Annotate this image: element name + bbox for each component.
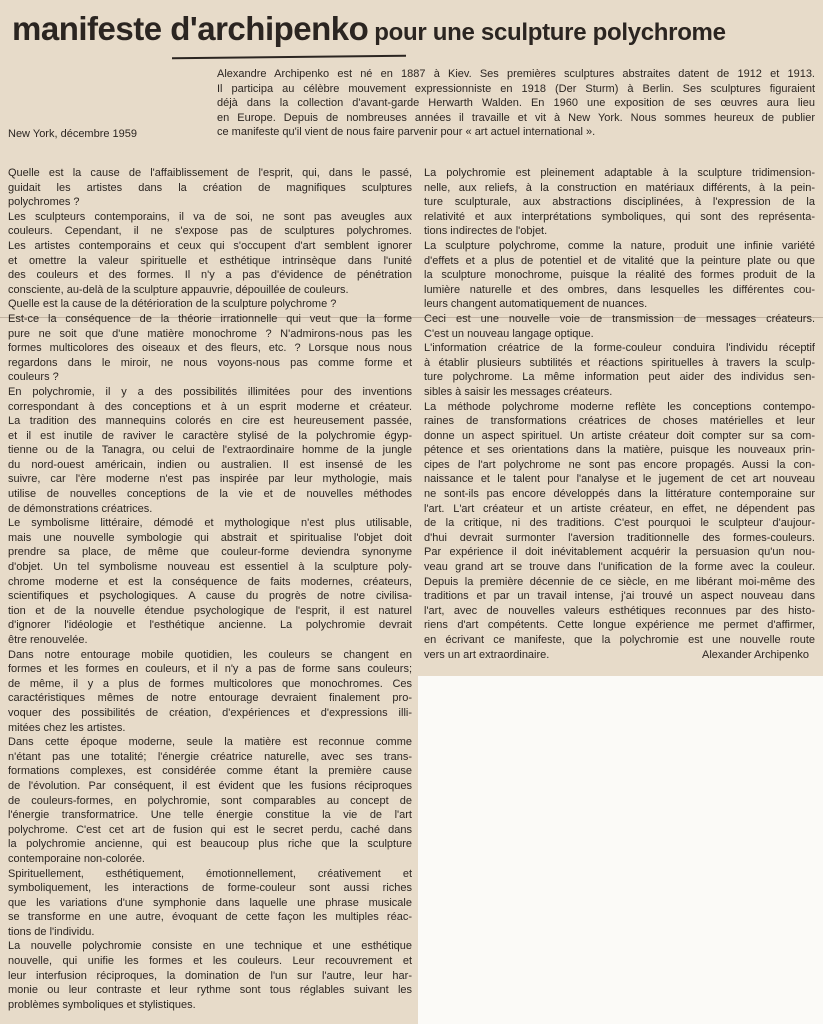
text-line: Ceci est une nouvelle voie de transmission de messages créateurs. [424, 312, 815, 325]
text-line: Spirituellement, esthétiquement, émotionnellement, créativement et [8, 867, 412, 880]
text-line: Quelle est la cause de la détérioration de la sculpture polychrome ? [8, 298, 337, 311]
text-line: ture sculpturale, aux abstractions disciplinées, à l'expression de la [424, 196, 815, 209]
paragraph [424, 239, 815, 312]
text-line: scientifiques et psychologiques. A cause du progrès de notre civilisa- [8, 590, 412, 603]
text-line: de démonstrations créatrices. [8, 502, 153, 515]
text-line: symboliquement, les interactions de forme-couleur sont aussi riches [8, 882, 412, 895]
title-main: manifeste d'archipenko [12, 10, 369, 47]
text-line: voquer des possibilités de création, d'expériences et d'expressions illi- [8, 706, 412, 719]
text-line: Par expérience il doit inévitablement acquérir la persuasion qu'un nou- [424, 546, 815, 559]
text-line: tions de l'individu. [8, 925, 95, 938]
text-line: En polychromie, il y a des possibilités illimitées pour des inventions [8, 385, 412, 398]
text-line: chrome moderne et est la conséquence de faits modernes, créateurs, [8, 575, 412, 588]
closing-text: vers un art extraordinaire. [424, 648, 550, 661]
text-line: consciente, au-delà de la sculpture appauvrie, dépouillée de couleurs. [8, 283, 349, 296]
text-line: n'étant pas une totalité; l'énergie créatrice naturelle, avec ses trans- [8, 750, 412, 763]
text-line: relativité et aux interprétations symboliques, qui sont des représenta- [424, 210, 815, 223]
text-line: de l'évolution. Par conséquent, il est évident que les fusions réciproques [8, 779, 412, 792]
author-signature: Alexander Archipenko [701, 648, 809, 661]
paragraph [8, 648, 412, 736]
text-line: d'objet. Un tel symbolisme nouveau est essentiel à la sculpture poly- [8, 561, 412, 574]
text-line: C'est un nouveau langage optique. [424, 327, 594, 340]
text-line: riens d'art compétents. Cette longue expérience me permet d'affirmer, [424, 619, 815, 632]
text-line: Il participa au célèbre mouvement expressionniste en 1918 (Der Sturm) à Berlin. Ses sculptures figuraient [217, 82, 815, 95]
text-line: formes multicolores des oiseaux et des fleurs, etc. ? Lorsque nous nous [8, 342, 412, 355]
text-line: La nouvelle polychromie consiste en une technique et une esthétique [8, 940, 412, 953]
paragraph [424, 166, 815, 239]
text-line: ne sont-ils pas encore développés dans la littérature contemporaine sur [424, 488, 815, 501]
text-line: couleurs. Cependant, il ne s'expose pas de sculptures polychromes. [8, 225, 412, 238]
text-line: être renouvelée. [8, 634, 88, 646]
text-line: pétence et ses orientations dans la matière, puisque les nouveaux prin- [424, 444, 815, 457]
text-line: formations complexes, est considérée comme étant la première cause [8, 765, 412, 778]
text-line: pure ne soit que d'une matière monochrome ? N'admirons-nous pas les [8, 327, 412, 340]
paragraph [8, 867, 412, 940]
text-line: problèmes symboliques et stylistiques. [8, 998, 196, 1011]
text-line: de couleurs-formes, en polychromie, sont comparables au concept de [8, 794, 412, 807]
text-line: naissance et le talent pour l'analyse et le jugement de cet art nouveau [424, 473, 815, 486]
text-line: ture polychrome. La même information peut aider des individus sen- [424, 371, 815, 384]
text-line: monie ou leur contraste et leur rythme sont tous réglables suivant les [8, 984, 412, 997]
text-line: raines de transformations créatrices de choses matérielles et leur [424, 415, 815, 428]
text-line: la sculpture monochrome, puisque la réalité des formes produit de la [424, 269, 815, 282]
text-line: l'art. L'art créateur et un artiste créateur, en effet, ne dépendent pas [424, 502, 815, 515]
text-line: que les variations d'une symphonie dans laquelle une phrase musicale [8, 896, 412, 909]
text-line: nelle, aux reliefs, à la construction en matériaux différents, à la pein- [424, 181, 815, 194]
text-line: suivre, car l'ère moderne n'est pas inspirée par leur mythologie, mais [8, 473, 412, 486]
text-line: tion et de la nouvelle étendue psychologique de l'esprit, il est naturel [8, 604, 412, 617]
text-line: guidait les artistes dans la création de magnifiques sculptures [8, 181, 412, 194]
text-line: Les artistes contemporains et ceux qui s'occupent d'art semblent ignorer [8, 239, 412, 252]
text-line: formes et les formes en couleurs, et il n'y a pas de forme sans couleurs; [8, 663, 412, 676]
paragraph [8, 939, 412, 1012]
text-line: mais une nouvelle symbologie qui abstrait et spiritualise l'objet doit [8, 531, 412, 544]
text-line: regardons dans le miroir, ne nous voyons-nous pas comme forme et [8, 356, 412, 369]
paragraph [8, 312, 412, 385]
text-line: et il est inutile de raviver le caractère stylisé de la polychromie égyp- [8, 429, 412, 442]
text-line: des couleurs et des formes. Il n'y a pas d'évidence de pénétration [8, 269, 412, 282]
text-line: tienne ou de la Tanagra, ou celui de l'extraordinaire homme de la jungle [8, 444, 412, 457]
text-line: Le symbolisme littéraire, démodé et mythologique n'est plus utilisable, [8, 517, 412, 530]
text-line: lumière naturelle et des ombres, dans lesquelles les différentes cou- [424, 283, 815, 296]
text-line: d'hui devrait surmonter l'aversion traditionnelle des formes-couleurs. [424, 531, 815, 544]
text-line: correspondant à des conceptions et à un esprit moderne et créateur. [8, 400, 412, 413]
paragraph [8, 210, 412, 298]
text-line: traditions et par un travail intense, j'ai trouvé un aspect nouveau dans [424, 590, 815, 603]
text-line: couleurs ? [8, 371, 59, 384]
text-line: de la critique, ni des traditions. C'est pourquoi le sculpteur d'aujour- [424, 517, 815, 530]
blank-area [418, 676, 823, 1024]
left-column [8, 166, 412, 1012]
paragraph [8, 297, 412, 312]
text-line: leur interfusion réciproques, la domination de l'un sur l'autre, leur har- [8, 969, 412, 982]
text-line: nouvelle, qui unifie les formes et les couleurs. Leur recouvrement et [8, 955, 412, 968]
dateline: New York, décembre 1959 [8, 128, 138, 140]
text-line: Alexandre Archipenko est né en 1887 à Kiev. Ses premières sculptures abstraites datent de 1912 et 1913. [217, 68, 815, 80]
text-line: se transforme en une autre, évoquant de cette façon les multiples réac- [8, 911, 412, 924]
text-line: La polychromie est pleinement adaptable à la sculpture tridimension- [424, 167, 815, 179]
page-title [12, 10, 726, 48]
text-line: l'énergie transformatrice. Une telle énergie constitue la vie de l'art [8, 809, 412, 822]
text-line: Depuis la première décennie de ce siècle, en me libérant moi-même des [424, 575, 815, 588]
text-line: Est-ce la conséquence de la théorie irrationnelle qui veut que la forme [8, 312, 412, 325]
paragraph [424, 312, 815, 341]
closing-line [424, 648, 815, 663]
text-line: sibles à saisir les messages créateurs. [424, 385, 613, 398]
text-line: tions indirectes de l'objet. [424, 225, 548, 238]
text-line: caractéristiques mêmes de notre entourage devraient finalement pro- [8, 692, 412, 705]
right-column [424, 166, 815, 662]
text-line: polychrome. C'est cet art de fusion qui est le secret perdu, caché dans [8, 823, 412, 836]
text-line: en écrivant ce manifeste, que la polychromie est une nouvelle route [424, 634, 815, 646]
paragraph [8, 516, 412, 647]
text-line: La sculpture polychrome, comme la nature, produit une infinie variété [424, 239, 815, 252]
text-line: du nord-ouest américain, indien ou australien. Il est insensé de les [8, 458, 412, 471]
text-line: en Europe. Depuis de nombreuses années il travaille et vit à New York. Nous sommes heureux de publier [217, 111, 815, 124]
text-line: La méthode polychrome moderne reflète les conceptions contempo- [424, 400, 815, 413]
paragraph [8, 166, 412, 210]
text-line: et omettre la valeur spirituelle et esthétique intrinsèque dans l'unité [8, 254, 412, 267]
text-line: ce manifeste qu'il vient de nous faire parvenir pour « art actuel international ». [217, 126, 596, 139]
text-line: L'information créatrice de la forme-couleur conduira l'individu réceptif [424, 342, 815, 355]
text-line: Dans cette époque moderne, seule la matière est reconnue comme [8, 736, 412, 749]
paragraph [8, 385, 412, 516]
text-line: déjà dans la collection d'avant-garde Herwarth Walden. En 1960 une exposition de ses œuvres aura lieu [217, 97, 815, 110]
text-line: veau grand art se trouve dans l'unification de la forme avec la couleur. [424, 561, 815, 574]
text-line: Dans notre entourage mobile quotidien, les couleurs se changent en [8, 648, 412, 661]
paragraph [424, 400, 815, 648]
text-line: donne un aspect spirituel. Un artiste créateur doit compter sur sa com- [424, 429, 815, 442]
title-sub: pour une sculpture polychrome [374, 19, 726, 46]
text-line: d'effets et a plus de potentiel et de vitalité que la peinture plate ou que [424, 254, 815, 267]
text-line: contemporaine non-colorée. [8, 852, 145, 865]
text-line: la polychromie ancienne, qui est beaucoup plus riche que la sculpture [8, 838, 412, 851]
text-line: Les sculpteurs contemporains, il va de soi, ne sont pas aveugles aux [8, 210, 412, 223]
text-line: mitées chez les artistes. [8, 721, 126, 734]
title-underline [172, 55, 406, 59]
text-line: prendre sa place, de même que couleur-forme deviendra synonyme [8, 546, 412, 559]
paragraph [8, 735, 412, 866]
text-line: l'art, avec de nouvelles valeurs esthétiques reconnues par des histo- [424, 604, 815, 617]
text-line: leurs changent automatiquement de nuances. [424, 298, 648, 311]
text-line: cipes de l'art polychrome ne sont pas encore propagés. Aussi la con- [424, 458, 815, 471]
text-line: polychromes ? [8, 196, 80, 209]
intro-paragraph [217, 67, 815, 140]
text-line: utilise de nouvelles conceptions de la vie et de nouvelles méthodes [8, 488, 412, 501]
text-line: à établir plusieurs subtilités et réactions spirituelles à travers la sculp- [424, 356, 815, 369]
text-line: Quelle est la cause de l'affaiblissement de l'esprit, qui, dans le passé, [8, 167, 412, 179]
text-line: d'ignorer l'idéologie et l'esthétique ancienne. La polychromie devrait [8, 619, 412, 632]
text-line: de même, il y a plus de formes multicolores que monochromes. Ces [8, 677, 412, 690]
paragraph [424, 341, 815, 399]
text-line: La tradition des mannequins colorés en cire est heureusement passée, [8, 415, 412, 428]
